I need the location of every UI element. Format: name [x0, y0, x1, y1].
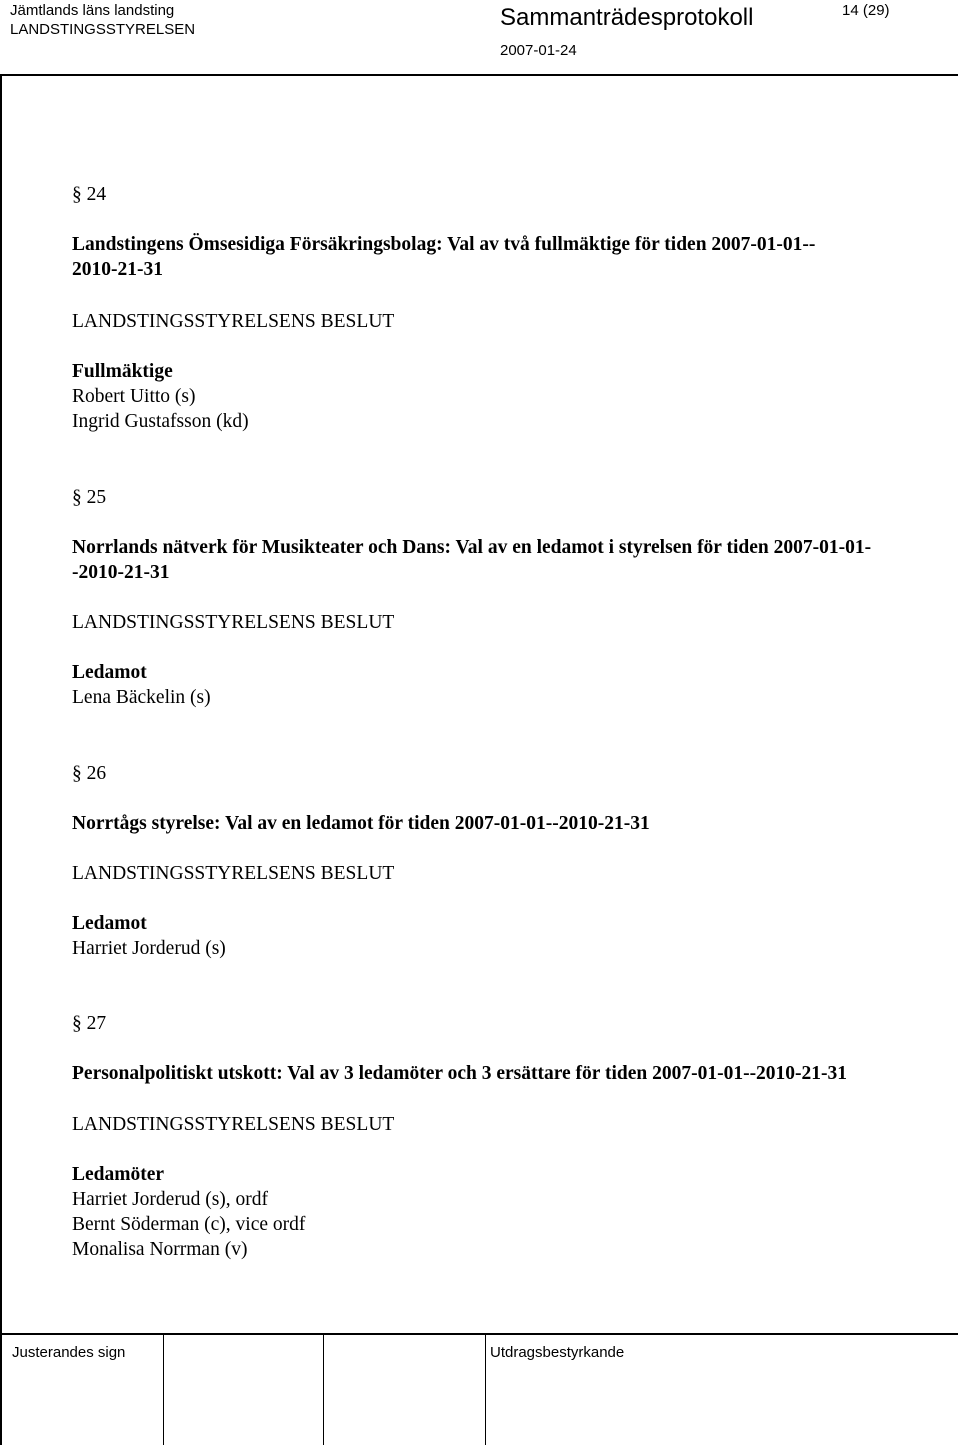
role-label: Ledamot	[72, 662, 147, 683]
section-title: Norrtågs styrelse: Val av en ledamot för tiden 2007-01-01--2010-21-31	[72, 813, 650, 834]
section-symbol: §	[72, 487, 82, 508]
member-name: Ingrid Gustafsson (kd)	[72, 411, 249, 432]
meeting-date: 2007-01-24	[500, 42, 577, 59]
section-heading-25	[72, 486, 106, 510]
section-title-continued: -2010-21-31	[72, 562, 170, 583]
section-heading-26	[72, 762, 106, 786]
footer-divider-1	[163, 1333, 164, 1445]
organization-unit: LANDSTINGSSTYRELSEN	[10, 21, 196, 38]
section-heading-27	[72, 1012, 106, 1036]
decision-heading: LANDSTINGSSTYRELSENS BESLUT	[72, 311, 395, 332]
section-symbol: §	[72, 1013, 82, 1034]
section-number: 26	[86, 763, 107, 784]
section-title: Landstingens Ömsesidiga Försäkringsbolag: Val av två fullmäktige för tiden 2007-01-01--	[72, 234, 816, 255]
document-title: Sammanträdesprotokoll	[500, 4, 754, 31]
section-symbol: §	[72, 763, 82, 784]
decision-heading: LANDSTINGSSTYRELSENS BESLUT	[72, 612, 395, 633]
left-frame-line	[0, 74, 2, 1445]
header-rule	[0, 74, 958, 76]
role-label: Fullmäktige	[72, 361, 173, 382]
role-label: Ledamot	[72, 913, 147, 934]
footer-rule	[0, 1333, 958, 1335]
section-number: 27	[86, 1013, 107, 1034]
member-name: Robert Uitto (s)	[72, 386, 196, 407]
signature-label: Justerandes sign	[12, 1344, 126, 1361]
section-title-continued: 2010-21-31	[72, 259, 163, 280]
organization-name: Jämtlands läns landsting	[10, 2, 175, 19]
member-name: Bernt Söderman (c), vice ordf	[72, 1214, 306, 1235]
footer-divider-3	[485, 1333, 486, 1445]
role-label: Ledamöter	[72, 1164, 165, 1185]
decision-heading: LANDSTINGSSTYRELSENS BESLUT	[72, 863, 395, 884]
member-name: Lena Bäckelin (s)	[72, 687, 211, 708]
section-title: Norrlands nätverk för Musikteater och Dans: Val av en ledamot i styrelsen för tiden 2007-01-01-	[72, 537, 872, 558]
section-title: Personalpolitiskt utskott: Val av 3 ledamöter och 3 ersättare för tiden 2007-01-01--2010-21-31	[72, 1063, 848, 1084]
section-symbol: §	[72, 184, 82, 205]
member-name: Monalisa Norrman (v)	[72, 1239, 248, 1260]
decision-heading: LANDSTINGSSTYRELSENS BESLUT	[72, 1114, 395, 1135]
section-number: 25	[86, 487, 107, 508]
member-name: Harriet Jorderud (s)	[72, 938, 226, 959]
footer-divider-2	[323, 1333, 324, 1445]
member-name: Harriet Jorderud (s), ordf	[72, 1189, 269, 1210]
certification-label: Utdragsbestyrkande	[490, 1344, 625, 1361]
section-number: 24	[86, 184, 107, 205]
section-heading-24	[72, 183, 106, 207]
page-number: 14 (29)	[842, 2, 890, 19]
